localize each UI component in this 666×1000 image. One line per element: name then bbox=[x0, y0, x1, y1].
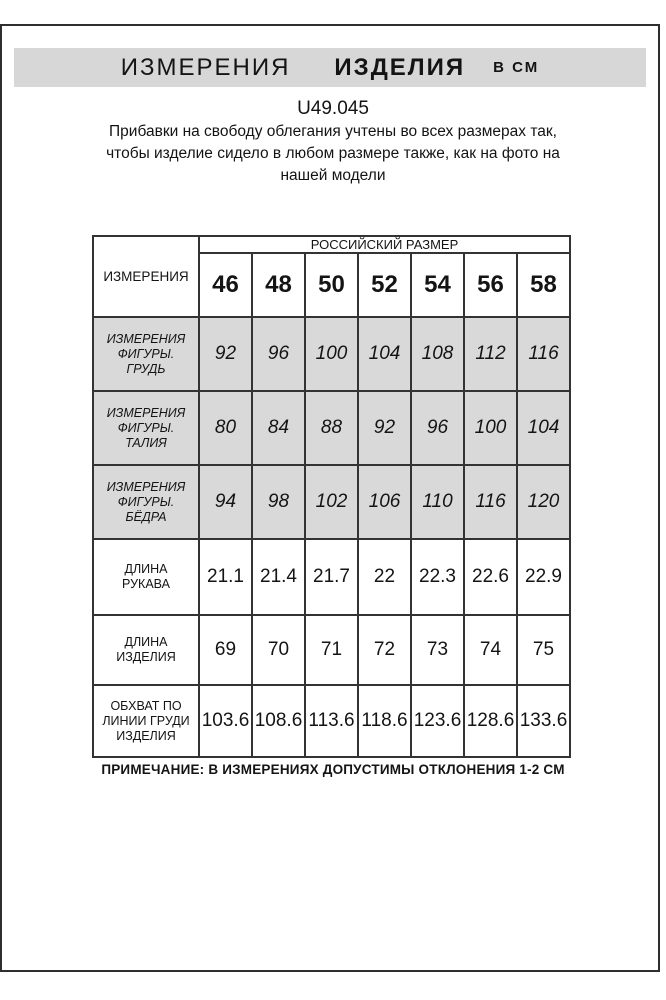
size-cell: 56 bbox=[464, 253, 517, 317]
value-cell: 92 bbox=[199, 317, 252, 391]
measurements-header-cell: ИЗМЕРЕНИЯ bbox=[93, 236, 199, 317]
title-bar bbox=[14, 48, 646, 87]
value-cell: 108.6 bbox=[252, 685, 305, 757]
description-line-1: Прибавки на свободу облегания учтены во всех размерах так, bbox=[109, 123, 557, 140]
size-header-row bbox=[93, 236, 570, 253]
row-label: ОБХВАТ ПО ЛИНИИ ГРУДИ ИЗДЕЛИЯ bbox=[93, 685, 199, 757]
size-cell: 52 bbox=[358, 253, 411, 317]
value-cell: 73 bbox=[411, 615, 464, 685]
value-cell: 128.6 bbox=[464, 685, 517, 757]
title-product: ИЗДЕЛИЯ bbox=[334, 53, 466, 81]
table-row-sleeve-length bbox=[93, 539, 570, 615]
value-cell: 116 bbox=[464, 465, 517, 539]
value-cell: 113.6 bbox=[305, 685, 358, 757]
value-cell: 120 bbox=[517, 465, 570, 539]
value-cell: 72 bbox=[358, 615, 411, 685]
row-label: ДЛИНА ИЗДЕЛИЯ bbox=[93, 615, 199, 685]
title-measurements: ИЗМЕРЕНИЯ bbox=[120, 53, 291, 81]
row-label: ДЛИНА РУКАВА bbox=[93, 539, 199, 615]
value-cell: 22.9 bbox=[517, 539, 570, 615]
value-cell: 94 bbox=[199, 465, 252, 539]
table-row-chest bbox=[93, 317, 570, 391]
value-cell: 88 bbox=[305, 391, 358, 465]
size-cell: 46 bbox=[199, 253, 252, 317]
value-cell: 75 bbox=[517, 615, 570, 685]
value-cell: 21.4 bbox=[252, 539, 305, 615]
size-cell: 58 bbox=[517, 253, 570, 317]
value-cell: 22.3 bbox=[411, 539, 464, 615]
size-cell: 50 bbox=[305, 253, 358, 317]
value-cell: 100 bbox=[464, 391, 517, 465]
article-code: U49.045 bbox=[297, 98, 369, 119]
table-row-item-length bbox=[93, 615, 570, 685]
row-label: ИЗМЕРЕНИЯ ФИГУРЫ. ГРУДЬ bbox=[93, 317, 199, 391]
value-cell: 74 bbox=[464, 615, 517, 685]
table-row-hips bbox=[93, 465, 570, 539]
value-cell: 106 bbox=[358, 465, 411, 539]
value-cell: 21.1 bbox=[199, 539, 252, 615]
value-cell: 110 bbox=[411, 465, 464, 539]
description-line-3: нашей модели bbox=[280, 167, 386, 184]
value-cell: 123.6 bbox=[411, 685, 464, 757]
value-cell: 96 bbox=[252, 317, 305, 391]
value-cell: 92 bbox=[358, 391, 411, 465]
value-cell: 103.6 bbox=[199, 685, 252, 757]
value-cell: 108 bbox=[411, 317, 464, 391]
value-cell: 84 bbox=[252, 391, 305, 465]
value-cell: 104 bbox=[517, 391, 570, 465]
size-cell: 48 bbox=[252, 253, 305, 317]
value-cell: 22.6 bbox=[464, 539, 517, 615]
value-cell: 104 bbox=[358, 317, 411, 391]
value-cell: 133.6 bbox=[517, 685, 570, 757]
value-cell: 116 bbox=[517, 317, 570, 391]
value-cell: 69 bbox=[199, 615, 252, 685]
value-cell: 71 bbox=[305, 615, 358, 685]
size-table bbox=[92, 235, 571, 758]
value-cell: 22 bbox=[358, 539, 411, 615]
value-cell: 100 bbox=[305, 317, 358, 391]
row-label: ИЗМЕРЕНИЯ ФИГУРЫ. БЁДРА bbox=[93, 465, 199, 539]
value-cell: 21.7 bbox=[305, 539, 358, 615]
row-label: ИЗМЕРЕНИЯ ФИГУРЫ. ТАЛИЯ bbox=[93, 391, 199, 465]
title-unit: В СМ bbox=[493, 59, 540, 76]
value-cell: 80 bbox=[199, 391, 252, 465]
description-line-2: чтобы изделие сидело в любом размере также, как на фото на bbox=[106, 145, 560, 162]
value-cell: 96 bbox=[411, 391, 464, 465]
table-row-chest-girth-item bbox=[93, 685, 570, 757]
value-cell: 98 bbox=[252, 465, 305, 539]
value-cell: 70 bbox=[252, 615, 305, 685]
value-cell: 118.6 bbox=[358, 685, 411, 757]
tolerance-note: ПРИМЕЧАНИЕ: В ИЗМЕРЕНИЯХ ДОПУСТИМЫ ОТКЛОНЕНИЯ 1-2 СМ bbox=[101, 762, 565, 777]
table-row-waist bbox=[93, 391, 570, 465]
description bbox=[0, 121, 666, 187]
size-cell: 54 bbox=[411, 253, 464, 317]
value-cell: 102 bbox=[305, 465, 358, 539]
russian-size-header-cell: РОССИЙСКИЙ РАЗМЕР bbox=[199, 236, 570, 253]
value-cell: 112 bbox=[464, 317, 517, 391]
